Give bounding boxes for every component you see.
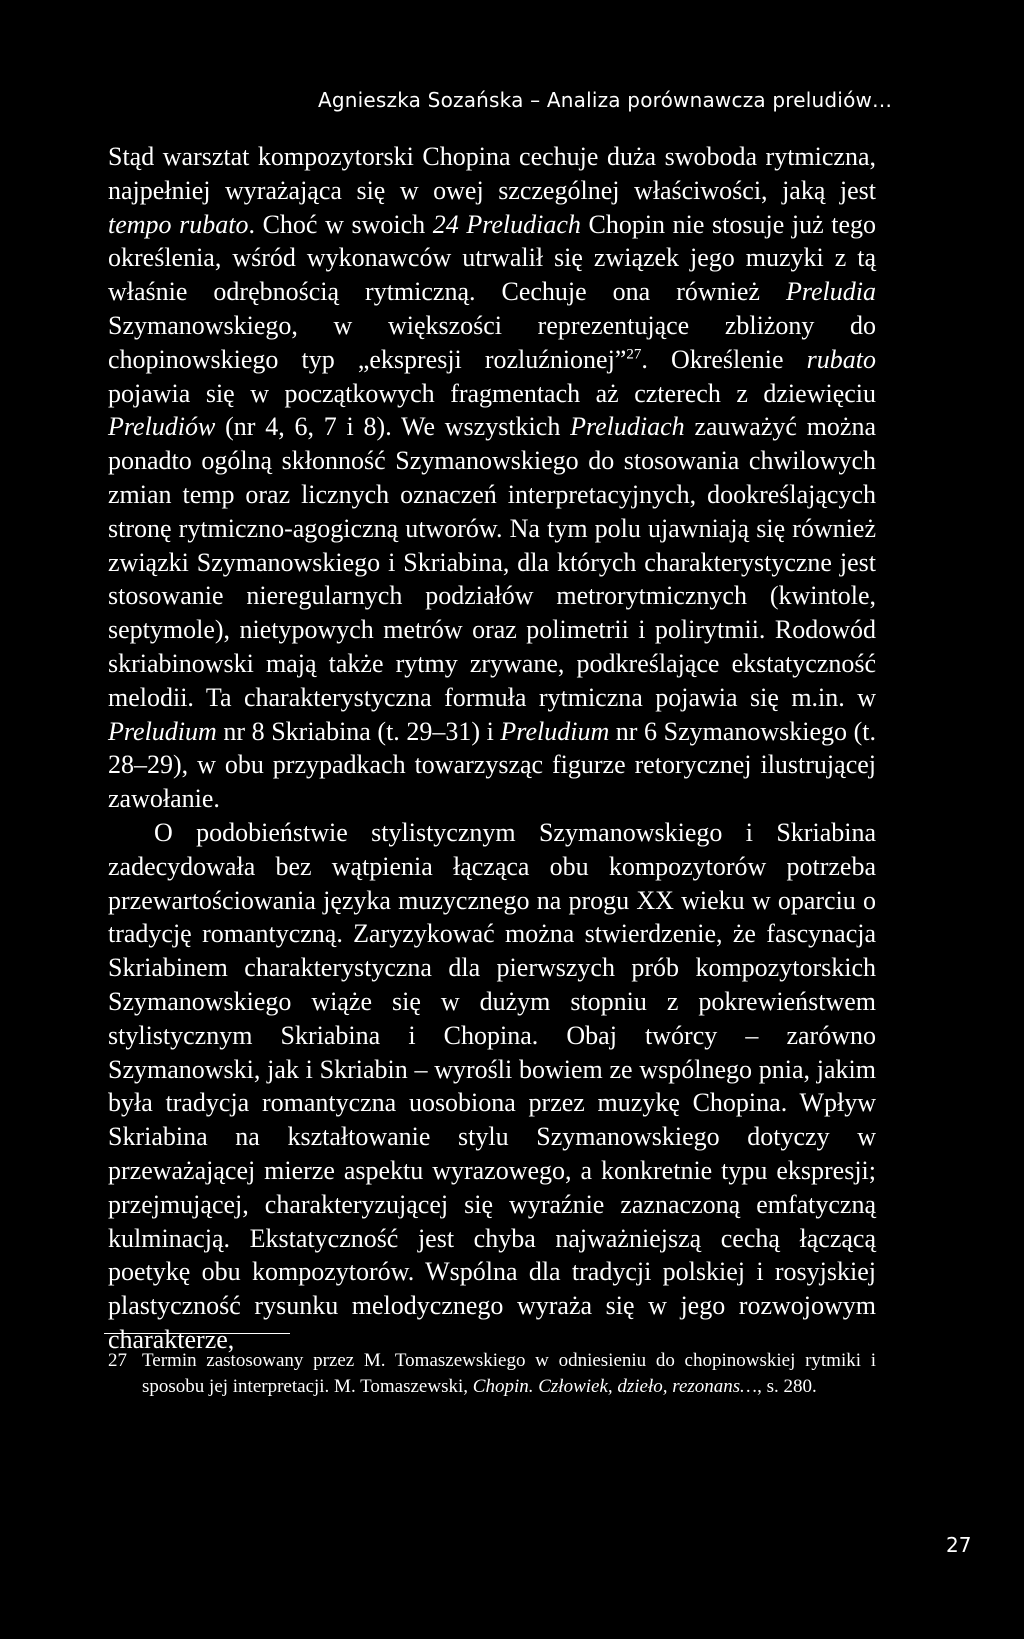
main-text [108,140,876,1357]
page-number: 27 [946,1533,972,1557]
footnote-reference[interactable]: 27 [626,346,642,363]
paragraph-1: Stąd warsztat kompozytorski Chopina cechuje duża swoboda rytmiczna, najpełniej wyrażająca się w owej szczególnej właściwości, jaką jest tempo rubato. Choć w swoich 24 Preludiach Chopin nie stosuje już tego określenia, wśród wykonawców utrwalił się związek jego muzyki z tą właśnie odrębnością rytmiczną. Cechuje ona również Preludia Szymanowskiego, w większości reprezentujące zbliżony do chopinowskiego typ „ekspresji rozluźnionej”$^{27}$. Określenie rubato pojawia się w początkowych fragmentach aż czterech z dziewięciu Preludiów (nr 4, 6, 7 i 8). We wszystkich Preludiach zauważyć można ponadto ogólną skłonność Szymanowskiego do stosowania chwilowych zmian temp oraz licznych oznaczeń interpretacyjnych, dookreślających stronę rytmiczno-agogiczną utworów. Na tym polu ujawniają się również związki Szymanowskiego i Skriabina, dla których charakterystyczne jest stosowanie nieregularnych podziałów metrorytmicznych (kwintole, septymole), nietypowych metrów oraz polimetrii i polirytmii. Rodowód skriabinowski mają także rytmy zrywane, podkreślające ekstatyczność melodii. Ta charakterystyczna formuła rytmiczna pojawia się m.in. w Preludium nr 8 Skriabina (t. 29–31) i Preludium nr 6 Szymanowskiego (t. 28–29), w obu przypadkach towarzysząc figurze retorycznej ilustrującej zawołanie. [108,142,876,814]
footnote-divider [104,1333,290,1334]
footnote [108,1348,876,1399]
footnote-text: Termin zastosowany przez M. Tomaszewskiego w odniesieniu do chopinowskiej rytmiki i sposobu jej interpretacji. M. Tomaszewski, Chopin. Człowiek, dzieło, rezonans…, s. 280. [142,1350,876,1397]
paragraph-2: O podobieństwie stylistycznym Szymanowskiego i Skriabina zadecydowała bez wątpienia łącząca obu kompozytorów potrzeba przewartościowania języka muzycznego na progu XX wieku w oparciu o tradycję romantyczną. Zaryzykować można stwierdzenie, że fascynacja Skriabinem charakterystyczna dla pierwszych prób kompozytorskich Szymanowskiego wiąże się w dużym stopniu z pokrewieństwem stylistycznym Skriabina i Chopina. Obaj twórcy – zarówno Szymanowski, jak i Skriabin – wyrośli bowiem ze wspólnego pnia, jakim była tradycja romantyczna uosobiona przez muzykę Chopina. Wpływ Skriabina na kształtowanie stylu Szymanowskiego dotyczy w przeważającej mierze aspektu wyrazowego, a konkretnie typu ekspresji; przejmującej, charakteryzującej się wyraźnie zaznaczoną emfatyczną kulminacją. Ekstatyczność jest chyba najważniejszą cechą łączącą poetykę obu kompozytorów. Wspólna dla tradycji polskiej i rosyjskiej plastyczność rysunku melodycznego wyraża się w jego rozwojowym charakterze, [108,817,876,1354]
running-header: Agnieszka Sozańska – Analiza porównawcza preludiów… [318,88,893,112]
footnote-number: 27 [108,1350,127,1371]
